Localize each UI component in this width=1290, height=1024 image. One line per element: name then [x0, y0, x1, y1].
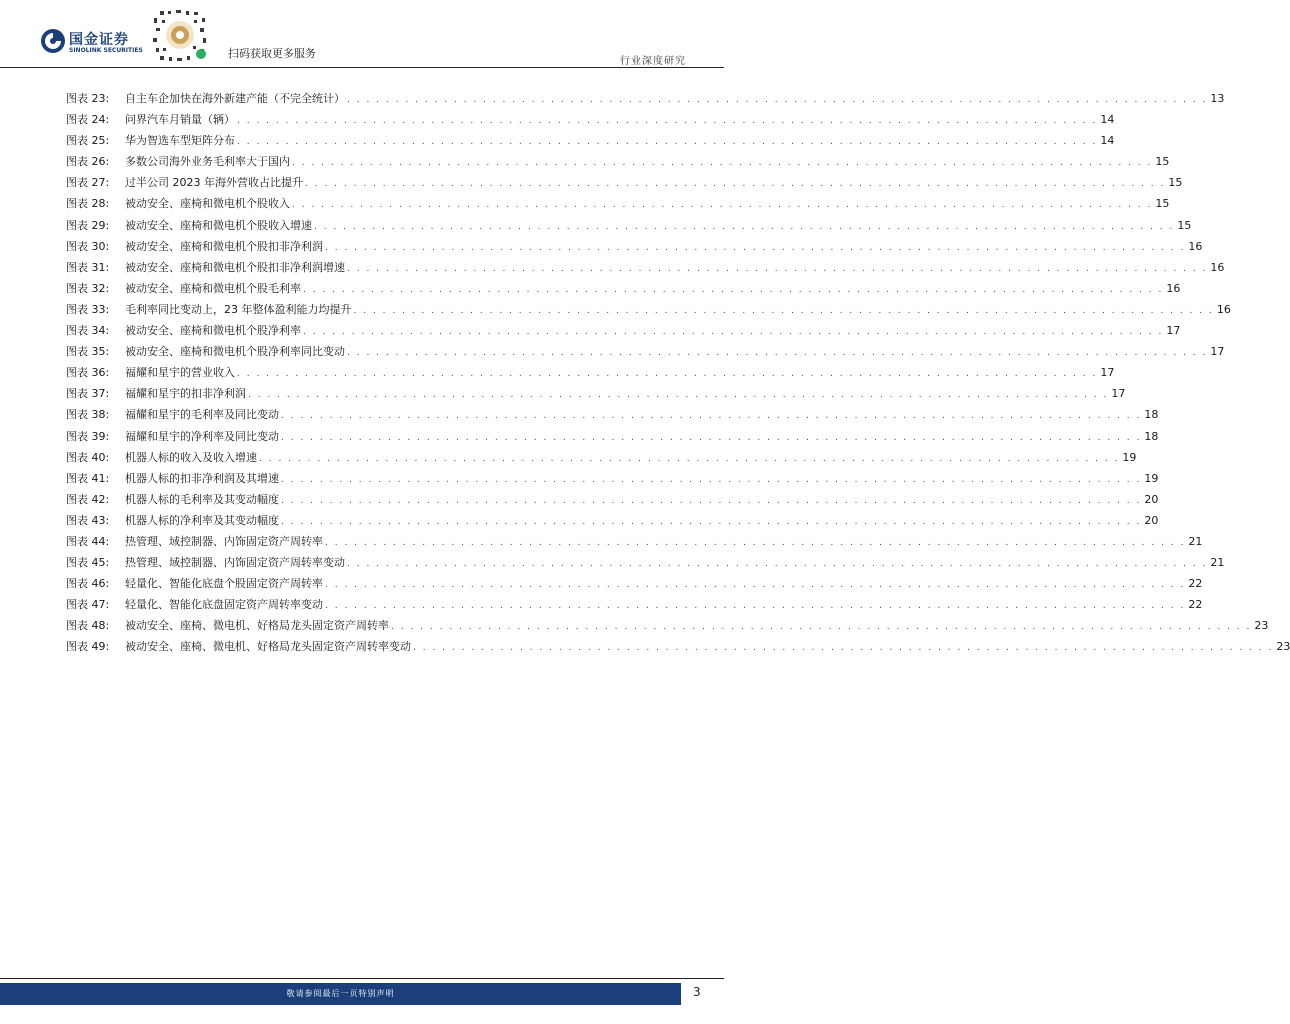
toc-dot-leader: . . . . . . . . . . . . . . . . . . . . . . . . . . . . . . . . . . . . . . . . . . . . . . . . . . . . . . . . . . . . . . . . . . . . . . . . . . . . . . . . . . . . . . . . . [347, 559, 1208, 570]
toc-dot-leader: . . . . . . . . . . . . . . . . . . . . . . . . . . . . . . . . . . . . . . . . . . . . . . . . . . . . . . . . . . . . . . . . . . . . . . . . . . . . . . . . . . . . . . . . . [347, 263, 1208, 274]
toc-entry[interactable] [66, 257, 1225, 278]
toc-entry-page: 23 [1254, 619, 1269, 633]
toc-dot-leader: . . . . . . . . . . . . . . . . . . . . . . . . . . . . . . . . . . . . . . . . . . . . . . . . . . . . . . . . . . . . . . . . . . . . . . . . . . . . . . . . . . . . . . . . . [237, 137, 1098, 148]
toc-entry-page: 15 [1155, 155, 1170, 169]
toc-entry[interactable] [66, 426, 1159, 447]
toc-entry[interactable] [66, 362, 1115, 383]
toc-dot-leader: . . . . . . . . . . . . . . . . . . . . . . . . . . . . . . . . . . . . . . . . . . . . . . . . . . . . . . . . . . . . . . . . . . . . . . . . . . . . . . . . . . . . . . . . . [281, 516, 1142, 527]
toc-entry-title: 机器人标的毛利率及其变动幅度 [125, 492, 279, 506]
toc-entry[interactable] [66, 172, 1183, 193]
toc-entry-label: 图表 45: [66, 556, 110, 570]
toc-entry[interactable] [66, 320, 1181, 341]
toc-dot-leader: . . . . . . . . . . . . . . . . . . . . . . . . . . . . . . . . . . . . . . . . . . . . . . . . . . . . . . . . . . . . . . . . . . . . . . . . . . . . . . . . . . . . . . . . . [237, 116, 1098, 127]
toc-entry-title: 被动安全、座椅和微电机个股毛利率 [125, 281, 301, 295]
toc-entry-label: 图表 29: [66, 218, 110, 232]
page-number: 3 [693, 985, 701, 999]
toc-entry-page: 15 [1168, 176, 1183, 190]
toc-entry-label: 图表 27: [66, 176, 110, 190]
toc-entry-page: 15 [1177, 218, 1192, 232]
toc-entry-page: 21 [1188, 534, 1203, 548]
toc-entry[interactable] [66, 299, 1231, 320]
toc-entry-label: 图表 26: [66, 155, 110, 169]
toc-dot-leader: . . . . . . . . . . . . . . . . . . . . . . . . . . . . . . . . . . . . . . . . . . . . . . . . . . . . . . . . . . . . . . . . . . . . . . . . . . . . . . . . . . . . . . . . . [303, 327, 1164, 338]
toc-entry-title: 被动安全、座椅、微电机、好格局龙头固定资产周转率变动 [125, 640, 411, 654]
toc-entry-title: 过半公司 2023 年海外营收占比提升 [125, 176, 303, 190]
toc-entry-page: 14 [1100, 134, 1115, 148]
toc-entry-title: 被动安全、座椅和微电机个股扣非净利润增速 [125, 260, 345, 274]
toc-entry[interactable] [66, 468, 1159, 489]
toc-entry-label: 图表 31: [66, 260, 110, 274]
toc-entry[interactable] [66, 615, 1269, 636]
toc-dot-leader: . . . . . . . . . . . . . . . . . . . . . . . . . . . . . . . . . . . . . . . . . . . . . . . . . . . . . . . . . . . . . . . . . . . . . . . . . . . . . . . . . . . . . . . . . [303, 284, 1164, 295]
toc-entry-label: 图表 49: [66, 640, 110, 654]
toc-dot-leader: . . . . . . . . . . . . . . . . . . . . . . . . . . . . . . . . . . . . . . . . . . . . . . . . . . . . . . . . . . . . . . . . . . . . . . . . . . . . . . . . . . . . . . . . . [305, 179, 1166, 190]
toc-entry[interactable] [66, 404, 1159, 425]
toc-entry-label: 图表 47: [66, 598, 110, 612]
toc-entry-page: 20 [1144, 513, 1159, 527]
toc-entry-page: 17 [1100, 366, 1115, 380]
toc-entry-page: 17 [1210, 345, 1225, 359]
toc-entry[interactable] [66, 151, 1170, 172]
sinolink-logo-icon [40, 28, 66, 54]
toc-entry-label: 图表 23: [66, 92, 110, 105]
toc-dot-leader: . . . . . . . . . . . . . . . . . . . . . . . . . . . . . . . . . . . . . . . . . . . . . . . . . . . . . . . . . . . . . . . . . . . . . . . . . . . . . . . . . . . . . . . . . [281, 432, 1142, 443]
report-type-label: 行业深度研究 [620, 56, 686, 67]
footer-disclaimer: 敬请参阅最后一页特别声明 [286, 989, 395, 998]
toc-entry-page: 22 [1188, 598, 1203, 612]
toc-entry[interactable] [66, 636, 1290, 657]
toc-entry-page: 16 [1216, 302, 1231, 316]
toc-entry-label: 图表 46: [66, 577, 110, 591]
toc-entry[interactable] [66, 531, 1203, 552]
toc-entry-title: 被动安全、座椅和微电机个股净利率同比变动 [125, 345, 345, 359]
toc-entry-label: 图表 42: [66, 492, 110, 506]
toc-entry[interactable] [66, 383, 1126, 404]
toc-entry[interactable] [66, 552, 1225, 573]
toc-entry-title: 热管理、域控制器、内饰固定资产周转率 [125, 534, 323, 548]
toc-entry-page: 13 [1210, 92, 1225, 105]
toc-entry[interactable] [66, 215, 1192, 236]
toc-dot-leader: . . . . . . . . . . . . . . . . . . . . . . . . . . . . . . . . . . . . . . . . . . . . . . . . . . . . . . . . . . . . . . . . . . . . . . . . . . . . . . . . . . . . . . . . . [347, 348, 1208, 359]
toc-entry-title: 轻量化、智能化底盘固定资产周转率变动 [125, 598, 323, 612]
toc-entry-label: 图表 32: [66, 281, 110, 295]
qr-code-icon [150, 8, 210, 64]
toc-entry-title: 福耀和星宇的扣非净利润 [125, 387, 246, 401]
toc-dot-leader: . . . . . . . . . . . . . . . . . . . . . . . . . . . . . . . . . . . . . . . . . . . . . . . . . . . . . . . . . . . . . . . . . . . . . . . . . . . . . . . . . . . . . . . . . [292, 158, 1153, 169]
toc-entry[interactable] [66, 594, 1203, 615]
toc-entry-title: 福耀和星宇的营业收入 [125, 366, 235, 380]
toc-entry-label: 图表 24: [66, 113, 110, 127]
toc-entry-label: 图表 34: [66, 324, 110, 338]
toc-entry-page: 20 [1144, 492, 1159, 506]
toc-dot-leader: . . . . . . . . . . . . . . . . . . . . . . . . . . . . . . . . . . . . . . . . . . . . . . . . . . . . . . . . . . . . . . . . . . . . . . . . . . . . . . . . . . . . . . . . . [347, 95, 1208, 105]
sinolink-logo [40, 28, 148, 58]
toc-entry-title: 被动安全、座椅和微电机个股净利率 [125, 324, 301, 338]
toc-dot-leader: . . . . . . . . . . . . . . . . . . . . . . . . . . . . . . . . . . . . . . . . . . . . . . . . . . . . . . . . . . . . . . . . . . . . . . . . . . . . . . . . . . . . . . . . . [237, 369, 1098, 380]
toc-entry[interactable] [66, 193, 1170, 214]
header-divider [0, 67, 724, 68]
toc-entry-title: 自主车企加快在海外新建产能（不完全统计） [125, 92, 345, 105]
toc-dot-leader: . . . . . . . . . . . . . . . . . . . . . . . . . . . . . . . . . . . . . . . . . . . . . . . . . . . . . . . . . . . . . . . . . . . . . . . . . . . . . . . . . . . . . . . . . [281, 495, 1142, 506]
toc-entry-page: 19 [1122, 450, 1137, 464]
toc-entry[interactable] [66, 278, 1181, 299]
toc-entry-title: 被动安全、座椅和微电机个股收入 [125, 197, 290, 211]
qr-caption: 扫码获取更多服务 [228, 47, 316, 60]
toc-entry[interactable] [66, 341, 1225, 362]
toc-dot-leader: . . . . . . . . . . . . . . . . . . . . . . . . . . . . . . . . . . . . . . . . . . . . . . . . . . . . . . . . . . . . . . . . . . . . . . . . . . . . . . . . . . . . . . . . . [391, 622, 1252, 633]
toc-entry-page: 16 [1166, 281, 1181, 295]
toc-dot-leader: . . . . . . . . . . . . . . . . . . . . . . . . . . . . . . . . . . . . . . . . . . . . . . . . . . . . . . . . . . . . . . . . . . . . . . . . . . . . . . . . . . . . . . . . . [353, 305, 1214, 316]
toc-entry-title: 被动安全、座椅和微电机个股扣非净利润 [125, 239, 323, 253]
toc-entry-page: 17 [1111, 387, 1126, 401]
toc-entry-title: 问界汽车月销量（辆） [125, 113, 235, 127]
toc-entry-label: 图表 25: [66, 134, 110, 148]
toc-entry-page: 18 [1144, 408, 1159, 422]
page-header [0, 0, 724, 70]
toc-entry[interactable] [66, 236, 1203, 257]
toc-entry-page: 15 [1155, 197, 1170, 211]
toc-entry-title: 机器人标的收入及收入增速 [125, 450, 257, 464]
toc-entry-title: 机器人标的扣非净利润及其增速 [125, 471, 279, 485]
toc-entry-page: 19 [1144, 471, 1159, 485]
toc-dot-leader: . . . . . . . . . . . . . . . . . . . . . . . . . . . . . . . . . . . . . . . . . . . . . . . . . . . . . . . . . . . . . . . . . . . . . . . . . . . . . . . . . . . . . . . . . [325, 537, 1186, 548]
toc-entry-page: 18 [1144, 429, 1159, 443]
footer-divider [0, 978, 724, 979]
toc-entry-label: 图表 33: [66, 302, 110, 316]
toc-entry[interactable] [66, 573, 1203, 594]
toc-entry-title: 被动安全、座椅和微电机个股收入增速 [125, 218, 312, 232]
toc-entry-page: 16 [1210, 260, 1225, 274]
toc-entry-title: 多数公司海外业务毛利率大于国内 [125, 155, 290, 169]
toc-entry-label: 图表 44: [66, 534, 110, 548]
toc-entry[interactable] [66, 130, 1115, 151]
toc-entry-page: 14 [1100, 113, 1115, 127]
toc-entry[interactable] [66, 447, 1137, 468]
toc-entry-page: 16 [1188, 239, 1203, 253]
toc-entry-label: 图表 39: [66, 429, 110, 443]
toc-entry[interactable] [66, 510, 1159, 531]
logo-chinese-name: 国金证券 [69, 32, 129, 48]
toc-entry-title: 被动安全、座椅、微电机、好格局龙头固定资产周转率 [125, 619, 389, 633]
toc-entry-page: 22 [1188, 577, 1203, 591]
toc-entry-title: 热管理、域控制器、内饰固定资产周转率变动 [125, 556, 345, 570]
toc-entry-title: 轻量化、智能化底盘个股固定资产周转率 [125, 577, 323, 591]
toc-entry-label: 图表 40: [66, 450, 110, 464]
toc-dot-leader: . . . . . . . . . . . . . . . . . . . . . . . . . . . . . . . . . . . . . . . . . . . . . . . . . . . . . . . . . . . . . . . . . . . . . . . . . . . . . . . . . . . . . . . . . [281, 474, 1142, 485]
toc-entry-label: 图表 36: [66, 366, 110, 380]
toc-entry-page: 17 [1166, 324, 1181, 338]
logo-english-name: SINOLINK SECURITIES [69, 47, 143, 54]
toc-dot-leader: . . . . . . . . . . . . . . . . . . . . . . . . . . . . . . . . . . . . . . . . . . . . . . . . . . . . . . . . . . . . . . . . . . . . . . . . . . . . . . . . . . . . . . . . . [325, 242, 1186, 253]
toc-dot-leader: . . . . . . . . . . . . . . . . . . . . . . . . . . . . . . . . . . . . . . . . . . . . . . . . . . . . . . . . . . . . . . . . . . . . . . . . . . . . . . . . . . . . . . . . . [413, 643, 1274, 654]
toc-entry-label: 图表 38: [66, 408, 110, 422]
toc-entry-label: 图表 41: [66, 471, 110, 485]
toc-entry[interactable] [66, 88, 1225, 109]
toc-dot-leader: . . . . . . . . . . . . . . . . . . . . . . . . . . . . . . . . . . . . . . . . . . . . . . . . . . . . . . . . . . . . . . . . . . . . . . . . . . . . . . . . . . . . . . . . . [325, 580, 1186, 591]
footer-bar [0, 983, 681, 1005]
toc-dot-leader: . . . . . . . . . . . . . . . . . . . . . . . . . . . . . . . . . . . . . . . . . . . . . . . . . . . . . . . . . . . . . . . . . . . . . . . . . . . . . . . . . . . . . . . . . [292, 200, 1153, 211]
toc-entry[interactable] [66, 109, 1115, 130]
toc-dot-leader: . . . . . . . . . . . . . . . . . . . . . . . . . . . . . . . . . . . . . . . . . . . . . . . . . . . . . . . . . . . . . . . . . . . . . . . . . . . . . . . . . . . . . . . . . [248, 390, 1109, 401]
toc-entry[interactable] [66, 489, 1159, 510]
toc-entry-label: 图表 43: [66, 513, 110, 527]
toc-entry-label: 图表 48: [66, 619, 110, 633]
toc-entry-label: 图表 30: [66, 239, 110, 253]
toc-entry-label: 图表 37: [66, 387, 110, 401]
toc-entry-page: 21 [1210, 556, 1225, 570]
toc-dot-leader: . . . . . . . . . . . . . . . . . . . . . . . . . . . . . . . . . . . . . . . . . . . . . . . . . . . . . . . . . . . . . . . . . . . . . . . . . . . . . . . . . . . . . . . . . [325, 601, 1186, 612]
toc-entry-title: 机器人标的净利率及其变动幅度 [125, 513, 279, 527]
toc-entry-title: 华为智选车型矩阵分布 [125, 134, 235, 148]
toc-entry-title: 毛利率同比变动上，23 年整体盈利能力均提升 [125, 302, 352, 316]
toc-entry-title: 福耀和星宇的净利率及同比变动 [125, 429, 279, 443]
toc-dot-leader: . . . . . . . . . . . . . . . . . . . . . . . . . . . . . . . . . . . . . . . . . . . . . . . . . . . . . . . . . . . . . . . . . . . . . . . . . . . . . . . . . . . . . . . . . [259, 453, 1120, 464]
toc-entry-page: 23 [1276, 640, 1290, 654]
toc-entry-label: 图表 35: [66, 345, 110, 359]
toc-dot-leader: . . . . . . . . . . . . . . . . . . . . . . . . . . . . . . . . . . . . . . . . . . . . . . . . . . . . . . . . . . . . . . . . . . . . . . . . . . . . . . . . . . . . . . . . . [314, 221, 1175, 232]
toc-entry-label: 图表 28: [66, 197, 110, 211]
toc-dot-leader: . . . . . . . . . . . . . . . . . . . . . . . . . . . . . . . . . . . . . . . . . . . . . . . . . . . . . . . . . . . . . . . . . . . . . . . . . . . . . . . . . . . . . . . . . [281, 411, 1142, 422]
figure-index-list [66, 88, 1290, 658]
toc-entry-title: 福耀和星宇的毛利率及同比变动 [125, 408, 279, 422]
